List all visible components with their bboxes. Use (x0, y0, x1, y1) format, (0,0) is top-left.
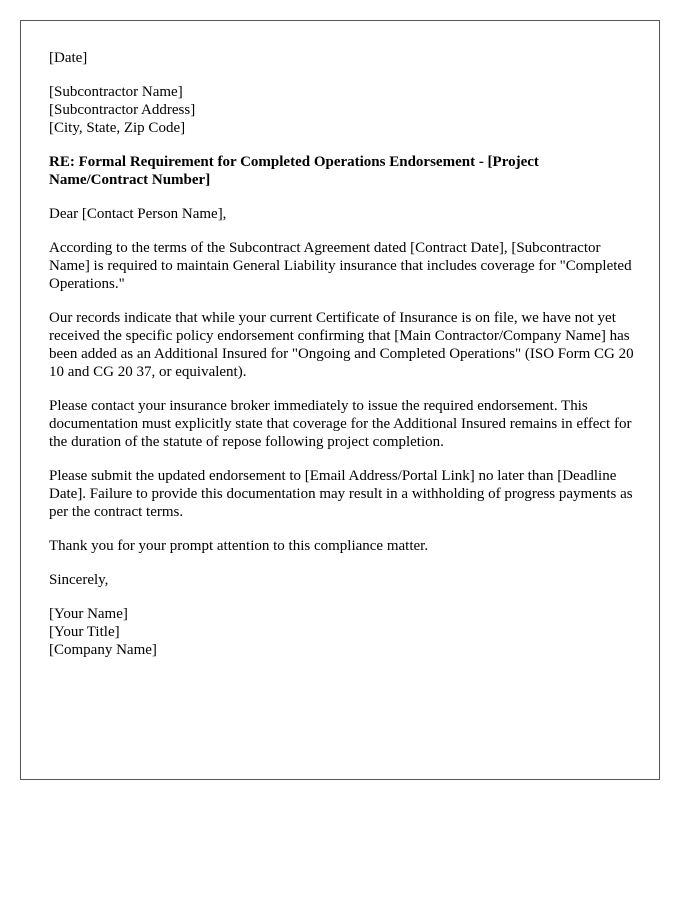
body-paragraph-3: Please contact your insurance broker immediately to issue the required endorsement. This documentation must explicitly state that coverage for the Additional Insured remains in effect for the duration of the statute of repose following project completion. (49, 398, 632, 450)
signer-name: [Your Name] (49, 606, 128, 622)
recipient-city-state-zip: [City, State, Zip Code] (49, 120, 186, 136)
recipient-address: [Subcontractor Address] (49, 102, 196, 118)
letter-page (20, 20, 660, 780)
subject-line: RE: Formal Requirement for Completed Operations Endorsement - [Project Name/Contract Number] (49, 154, 539, 188)
date-text: [Date] (49, 50, 88, 66)
letter-content (49, 49, 637, 675)
body-paragraph-5: Thank you for your prompt attention to this compliance matter. (49, 538, 429, 554)
signer-company: [Company Name] (49, 642, 157, 658)
recipient-address-block (49, 83, 637, 137)
signer-title: [Your Title] (49, 624, 120, 640)
letter-date (49, 49, 637, 67)
body-paragraph-4: Please submit the updated endorsement to [Email Address/Portal Link] no later than [Deadline Date]. Failure to provide this documentation may result in a withholding of progress payments as per the contract terms. (49, 468, 633, 520)
body-paragraph-2: Our records indicate that while your current Certificate of Insurance is on file, we have not yet received the specific policy endorsement confirming that [Main Contractor/Company Name] has been added as an Additional Insured for "Ongoing and Completed Operations" (ISO Form CG 20 10 and CG 20 37, or equivalent). (49, 310, 634, 380)
body-paragraph-1: According to the terms of the Subcontract Agreement dated [Contract Date], [Subcontractor Name] is required to maintain General Liability insurance that includes coverage for "Completed Operations." (49, 240, 632, 292)
signature-block (49, 605, 637, 659)
salutation: Dear [Contact Person Name], (49, 206, 227, 222)
closing: Sincerely, (49, 572, 109, 588)
recipient-name: [Subcontractor Name] (49, 84, 183, 100)
